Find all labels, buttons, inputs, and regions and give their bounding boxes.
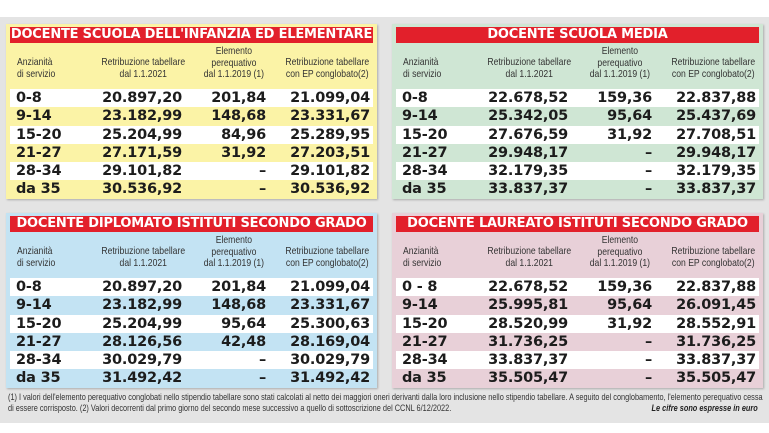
cell-ep: – bbox=[644, 333, 652, 350]
cell-seniority: 28-34 bbox=[402, 163, 448, 180]
cell-seniority: 28-34 bbox=[16, 352, 62, 369]
table-row bbox=[10, 89, 373, 107]
cell-total: 35.505,47 bbox=[676, 370, 756, 387]
cell-ep: – bbox=[644, 370, 652, 387]
table-header bbox=[392, 44, 763, 89]
table-header bbox=[392, 233, 763, 278]
cell-base: 33.837,37 bbox=[488, 181, 568, 198]
table-title: DOCENTE SCUOLA DELL'INFANZIA ED ELEMENTARE bbox=[10, 27, 373, 42]
cell-total: 31.492,42 bbox=[290, 370, 370, 387]
cell-base: 29.948,17 bbox=[488, 144, 568, 161]
cell-ep: – bbox=[258, 163, 266, 180]
header-seniority: Anzianità di servizio bbox=[403, 56, 442, 80]
cell-ep: 95,64 bbox=[221, 315, 266, 332]
cell-seniority: 0 - 8 bbox=[402, 279, 438, 295]
cell-base: 28.126,56 bbox=[102, 333, 182, 350]
cell-ep: 148,68 bbox=[211, 297, 266, 314]
cell-base: 28.520,99 bbox=[488, 315, 568, 332]
cell-total: 25.289,95 bbox=[290, 126, 370, 143]
table-row bbox=[10, 107, 373, 125]
table-diplomato-secondo-grado bbox=[6, 213, 377, 388]
cell-total: 21.099,04 bbox=[290, 90, 370, 106]
cell-total: 33.837,37 bbox=[676, 352, 756, 369]
header-base-salary: Retribuzione tabellare dal 1.1.2021 bbox=[101, 56, 186, 80]
cell-base: 25.204,99 bbox=[102, 315, 182, 332]
cell-base: 23.182,99 bbox=[102, 108, 182, 125]
cell-seniority: 15-20 bbox=[402, 126, 448, 143]
cell-ep: – bbox=[644, 163, 652, 180]
cell-base: 22.678,52 bbox=[488, 279, 568, 295]
cell-seniority: 21-27 bbox=[402, 333, 448, 350]
cell-base: 33.837,37 bbox=[488, 352, 568, 369]
header-salary-with-ep: Retribuzione tabellare con EP conglobato(2) bbox=[671, 56, 756, 80]
table-row bbox=[10, 333, 373, 351]
cell-ep: – bbox=[258, 352, 266, 369]
table-row bbox=[396, 89, 759, 107]
cell-base: 32.179,35 bbox=[488, 163, 568, 180]
table-row bbox=[10, 369, 373, 387]
cell-base: 23.182,99 bbox=[102, 297, 182, 314]
header-salary-with-ep: Retribuzione tabellare con EP conglobato(2) bbox=[285, 56, 370, 80]
cell-total: 28.552,91 bbox=[676, 315, 756, 332]
cell-total: 25.437,69 bbox=[676, 108, 756, 125]
cell-base: 25.995,81 bbox=[488, 297, 568, 314]
cell-base: 30.536,92 bbox=[102, 181, 182, 198]
table-body bbox=[396, 278, 759, 388]
cell-seniority: 9-14 bbox=[16, 108, 52, 125]
cell-ep: 95,64 bbox=[607, 297, 652, 314]
cell-base: 20.897,20 bbox=[102, 90, 182, 106]
table-body bbox=[396, 89, 759, 199]
header-seniority: Anzianità di servizio bbox=[17, 56, 56, 80]
cell-total: 33.837,37 bbox=[676, 181, 756, 198]
table-title: DOCENTE DIPLOMATO ISTITUTI SECONDO GRADO bbox=[10, 216, 373, 232]
cell-total: 27.708,51 bbox=[676, 126, 756, 143]
header-equalizing-element: Elemento perequativo dal 1.1.2019 (1) bbox=[203, 45, 265, 80]
cell-seniority: 21-27 bbox=[402, 144, 448, 161]
table-body bbox=[10, 89, 373, 199]
cell-ep: 159,36 bbox=[597, 279, 652, 295]
header-base-salary: Retribuzione tabellare dal 1.1.2021 bbox=[487, 245, 572, 269]
header-equalizing-element: Elemento perequativo dal 1.1.2019 (1) bbox=[589, 234, 651, 269]
cell-base: 31.492,42 bbox=[102, 370, 182, 387]
cell-seniority: 15-20 bbox=[16, 126, 62, 143]
cell-ep: 95,64 bbox=[607, 108, 652, 125]
cell-seniority: 0-8 bbox=[402, 90, 428, 106]
table-row bbox=[10, 315, 373, 333]
cell-seniority: 0-8 bbox=[16, 279, 42, 295]
cell-seniority: 28-34 bbox=[16, 163, 62, 180]
header-seniority: Anzianità di servizio bbox=[403, 245, 442, 269]
cell-base: 27.171,59 bbox=[102, 144, 182, 161]
cell-seniority: da 35 bbox=[16, 370, 61, 387]
cell-seniority: 28-34 bbox=[402, 352, 448, 369]
cell-seniority: 9-14 bbox=[402, 108, 438, 125]
cell-base: 31.736,25 bbox=[488, 333, 568, 350]
cell-base: 22.678,52 bbox=[488, 90, 568, 106]
cell-total: 22.837,88 bbox=[676, 90, 756, 106]
header-equalizing-element: Elemento perequativo dal 1.1.2019 (1) bbox=[203, 234, 265, 269]
cell-total: 23.331,67 bbox=[290, 108, 370, 125]
table-scuola-media bbox=[392, 24, 763, 199]
cell-base: 30.029,79 bbox=[102, 352, 182, 369]
cell-seniority: 21-27 bbox=[16, 144, 62, 161]
cell-total: 27.203,51 bbox=[290, 144, 370, 161]
cell-seniority: 15-20 bbox=[16, 315, 62, 332]
cell-base: 29.101,82 bbox=[102, 163, 182, 180]
cell-total: 28.169,04 bbox=[290, 333, 370, 350]
cell-base: 27.676,59 bbox=[488, 126, 568, 143]
cell-ep: 201,84 bbox=[211, 279, 266, 295]
cell-base: 35.505,47 bbox=[488, 370, 568, 387]
cell-seniority: da 35 bbox=[402, 370, 447, 387]
footnotes bbox=[8, 392, 764, 414]
cell-total: 31.736,25 bbox=[676, 333, 756, 350]
cell-seniority: 9-14 bbox=[402, 297, 438, 314]
table-row bbox=[396, 144, 759, 162]
table-row bbox=[396, 296, 759, 314]
table-row bbox=[10, 144, 373, 162]
cell-ep: – bbox=[258, 181, 266, 198]
cell-total: 23.331,67 bbox=[290, 297, 370, 314]
cell-ep: 31,92 bbox=[607, 126, 652, 143]
cell-ep: 201,84 bbox=[211, 90, 266, 106]
table-infanzia-elementare bbox=[6, 24, 377, 199]
cell-ep: 31,92 bbox=[607, 315, 652, 332]
cell-total: 26.091,45 bbox=[676, 297, 756, 314]
table-row bbox=[396, 351, 759, 369]
cell-seniority: da 35 bbox=[16, 181, 61, 198]
cell-seniority: 21-27 bbox=[16, 333, 62, 350]
cell-ep: 159,36 bbox=[597, 90, 652, 106]
header-salary-with-ep: Retribuzione tabellare con EP conglobato(2) bbox=[671, 245, 756, 269]
header-salary-with-ep: Retribuzione tabellare con EP conglobato(2) bbox=[285, 245, 370, 269]
cell-ep: 148,68 bbox=[211, 108, 266, 125]
table-header bbox=[6, 233, 377, 278]
table-header bbox=[6, 44, 377, 89]
table-row bbox=[396, 333, 759, 351]
currency-note: Le cifre sono espresse in euro bbox=[651, 403, 758, 413]
footnote-line-2: di essere corrisposto. (2) Valori decorrenti dal primo giorno del secondo mese successivo a quello di sottoscrizione del CCNL 6/12/2022. bbox=[8, 403, 452, 413]
cell-ep: 42,48 bbox=[221, 333, 266, 350]
table-row bbox=[396, 107, 759, 125]
header-seniority: Anzianità di servizio bbox=[17, 245, 56, 269]
table-row bbox=[396, 126, 759, 144]
cell-base: 25.342,05 bbox=[488, 108, 568, 125]
table-title: DOCENTE SCUOLA MEDIA bbox=[396, 27, 759, 43]
cell-ep: 31,92 bbox=[221, 144, 266, 161]
table-row bbox=[10, 351, 373, 369]
cell-seniority: 15-20 bbox=[402, 315, 448, 332]
table-row bbox=[10, 278, 373, 296]
table-row bbox=[10, 162, 373, 180]
cell-seniority: 0-8 bbox=[16, 90, 42, 106]
table-laureato-secondo-grado bbox=[392, 213, 763, 388]
cell-ep: – bbox=[644, 181, 652, 198]
table-row bbox=[396, 278, 759, 296]
table-body bbox=[10, 278, 373, 388]
footnote-line-1: (1) I valori dell'elemento perequativo conglobati nello stipendio tabellare sono stati calcolati al netto dei maggiori oneri derivanti dalla loro inclusione nello stipendio tabellare. A seguito del conglobamento, l'elemento perequativo cessa bbox=[8, 392, 763, 402]
header-base-salary: Retribuzione tabellare dal 1.1.2021 bbox=[101, 245, 186, 269]
cell-seniority: 9-14 bbox=[16, 297, 52, 314]
table-row bbox=[10, 180, 373, 198]
cell-total: 29.101,82 bbox=[290, 163, 370, 180]
cell-ep: 84,96 bbox=[221, 126, 266, 143]
cell-base: 20.897,20 bbox=[102, 279, 182, 295]
table-row bbox=[10, 296, 373, 314]
cell-total: 25.300,63 bbox=[290, 315, 370, 332]
cell-ep: – bbox=[258, 370, 266, 387]
cell-total: 32.179,35 bbox=[676, 163, 756, 180]
cell-ep: – bbox=[644, 144, 652, 161]
cell-total: 22.837,88 bbox=[676, 279, 756, 295]
table-row bbox=[396, 162, 759, 180]
cell-total: 21.099,04 bbox=[290, 279, 370, 295]
table-title: DOCENTE LAUREATO ISTITUTI SECONDO GRADO bbox=[396, 216, 759, 232]
cell-total: 30.029,79 bbox=[290, 352, 370, 369]
table-row bbox=[10, 126, 373, 144]
header-equalizing-element: Elemento perequativo dal 1.1.2019 (1) bbox=[589, 45, 651, 80]
cell-base: 25.204,99 bbox=[102, 126, 182, 143]
header-base-salary: Retribuzione tabellare dal 1.1.2021 bbox=[487, 56, 572, 80]
cell-ep: – bbox=[644, 352, 652, 369]
cell-seniority: da 35 bbox=[402, 181, 447, 198]
table-row bbox=[396, 315, 759, 333]
cell-total: 30.536,92 bbox=[290, 181, 370, 198]
table-row bbox=[396, 180, 759, 198]
table-row bbox=[396, 369, 759, 387]
cell-total: 29.948,17 bbox=[676, 144, 756, 161]
